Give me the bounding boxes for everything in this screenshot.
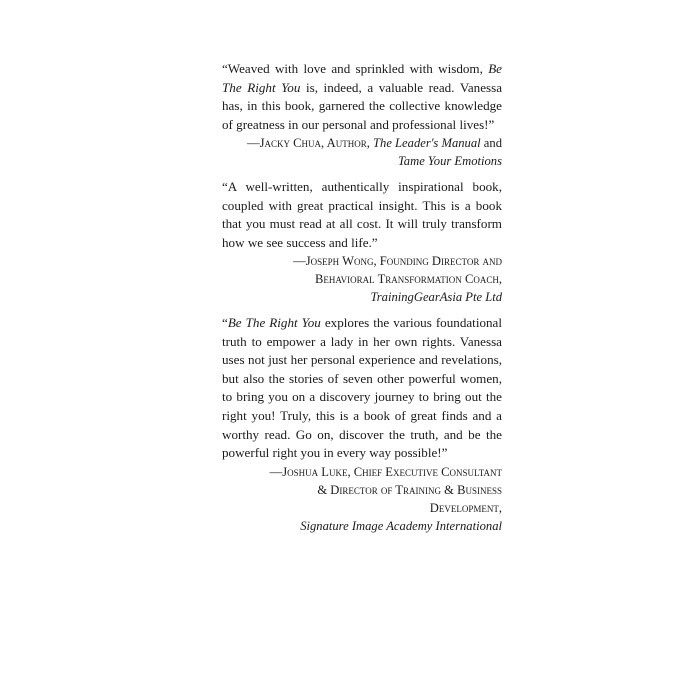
testimonial-1	[222, 60, 502, 170]
testimonial-2-quote: “A well-written, authentically inspirational book, coupled with great practical insight. This is a book that you must read at all cost. It will truly transform how we see success and life.”	[222, 179, 502, 250]
testimonial-2-attribution	[222, 252, 502, 306]
testimonial-2-company: TrainingGearAsia Pte Ltd	[370, 290, 502, 305]
testimonial-1-and: and	[480, 136, 502, 151]
testimonial-1-book-title: Be The Right You	[222, 61, 502, 95]
testimonial-1-author-book-2: Tame Your Emotions	[397, 154, 502, 169]
testimonial-3-role: & Director of Training & Business	[317, 482, 502, 497]
testimonial-3-attribution	[222, 463, 502, 535]
testimonial-2-role: Behavioral Transformation Coach,	[314, 272, 502, 287]
testimonial-3	[222, 314, 502, 535]
testimonial-3-quote-open: “	[222, 315, 228, 330]
testimonial-2-author: —Joseph Wong, Founding Director and	[293, 254, 502, 269]
testimonial-3-quote	[222, 314, 502, 463]
testimonial-1-quote-rest: is, indeed, a valuable read. Vanessa has, in this book, garnered the collective knowledge of greatness in our personal and professional lives!”	[222, 79, 503, 132]
testimonial-3-author: —Joshua Luke, Chief Executive Consultant	[269, 464, 502, 479]
testimonial-1-attribution-line1	[222, 134, 502, 152]
testimonial-1-quote-open: “Weaved with love and sprinkled with wisdom,	[222, 61, 489, 76]
testimonial-1-author: —Jacky Chua, Author,	[246, 136, 374, 151]
testimonial-3-quote-rest: explores the various foundational truth to empower a lady in her own rights. Vanessa uses not just her personal experience and revelations, but also the stories of seven other powerful women, to bring you on a discovery journey to bring out the right you! Truly, this is a book of great finds and a worthy read. Go on, discover the truth, and be the powerful right you in every way possible!”	[222, 315, 502, 461]
testimonial-3-role-cont: Development,	[429, 500, 502, 515]
testimonial-2	[222, 178, 502, 306]
testimonial-1-author-book: The Leader's Manual	[373, 136, 481, 151]
testimonial-3-book-title: Be The Right You	[227, 315, 321, 330]
testimonial-3-company: Signature Image Academy International	[300, 518, 502, 533]
testimonial-1-attribution	[222, 134, 502, 170]
testimonial-1-quote	[222, 60, 502, 134]
